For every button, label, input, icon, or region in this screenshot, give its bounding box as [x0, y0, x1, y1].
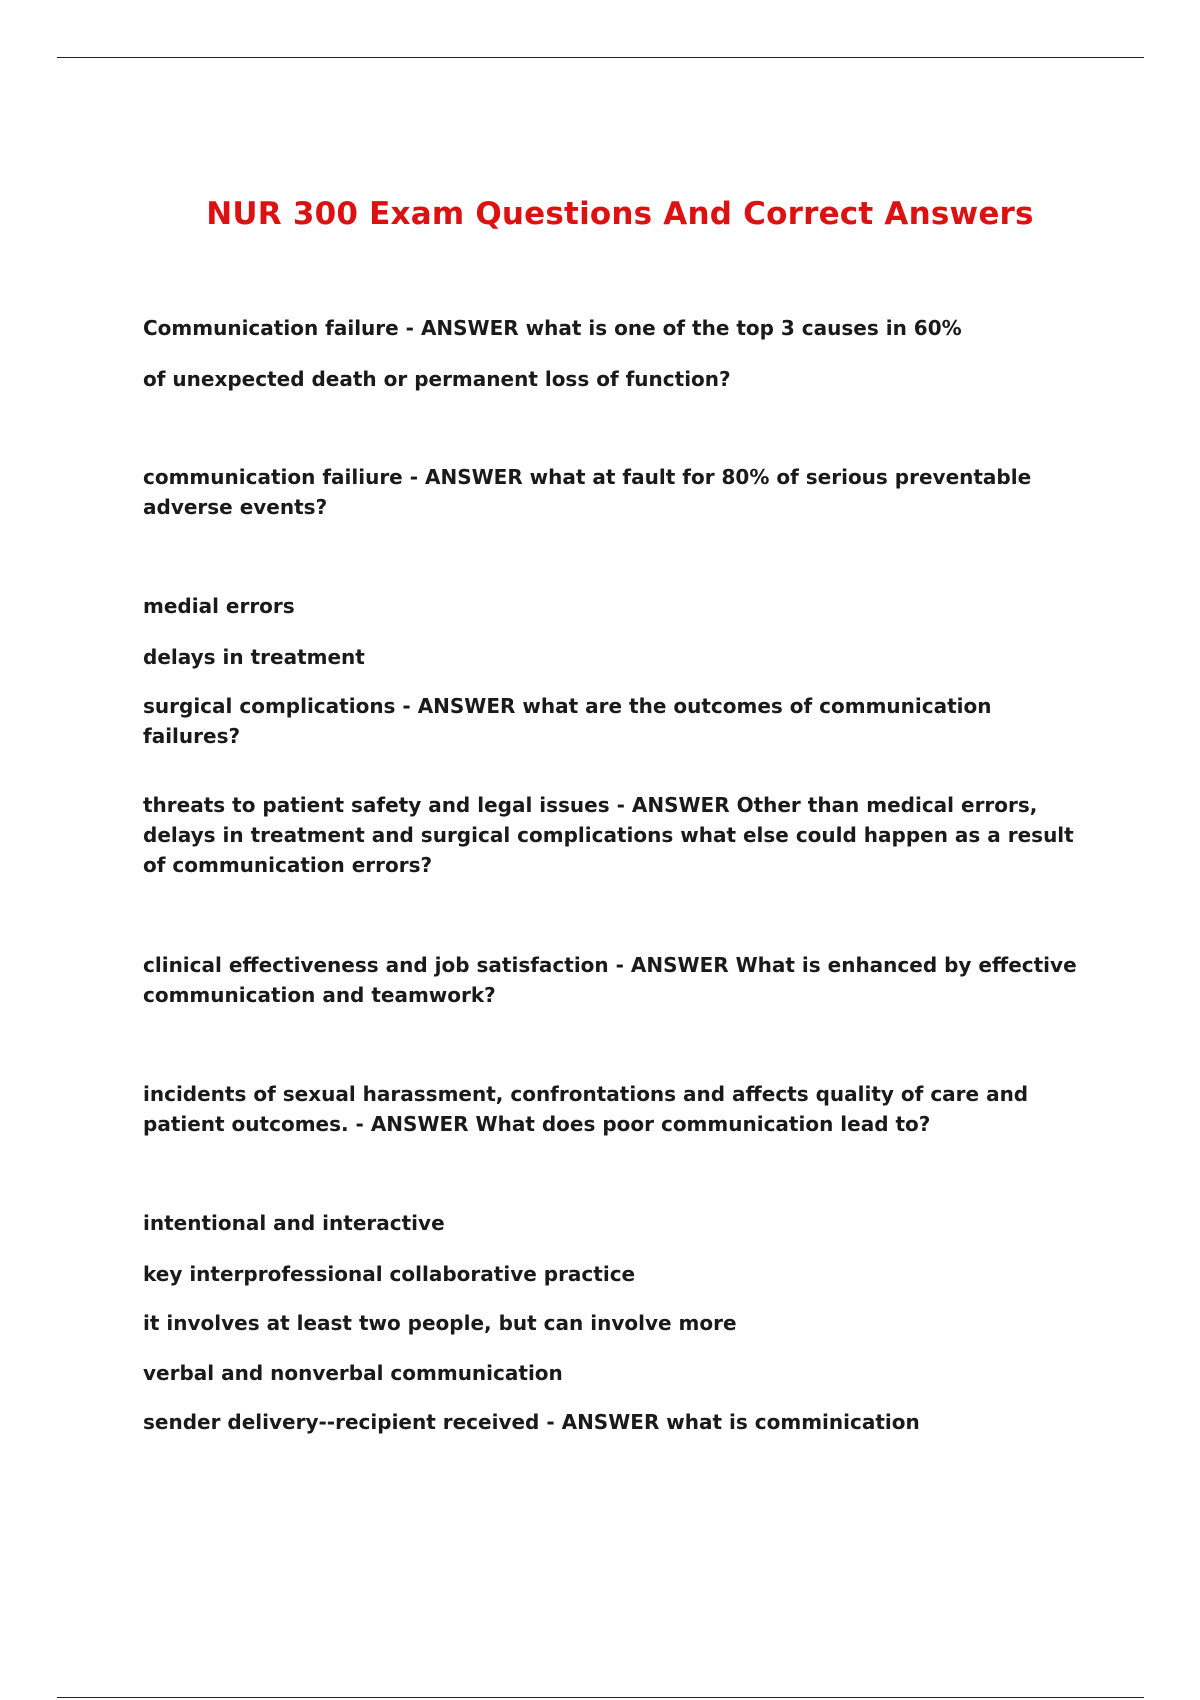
qa-line-11: key interprofessional collaborative practice: [143, 1262, 636, 1286]
qa-line-8: clinical effectiveness and job satisfaction - ANSWER What is enhanced by effective communication and teamwork?: [143, 953, 1077, 1007]
qa-line-12: it involves at least two people, but can involve more: [143, 1311, 737, 1335]
bottom-rule: [57, 1697, 1144, 1698]
top-rule: [57, 57, 1144, 58]
qa-line-2: of unexpected death or permanent loss of function?: [143, 367, 731, 391]
qa-line-7: threats to patient safety and legal issues - ANSWER Other than medical errors, delays in treatment and surgical complications what else could happen as a result of communication errors?: [143, 793, 1074, 877]
qa-line-1: Communication failure - ANSWER what is one of the top 3 causes in 60%: [143, 316, 962, 340]
qa-line-5: delays in treatment: [143, 645, 365, 669]
document-title: NUR 300 Exam Questions And Correct Answers: [206, 196, 1034, 232]
qa-line-4: medial errors: [143, 594, 295, 618]
qa-line-3: communication failiure - ANSWER what at fault for 80% of serious preventable adverse events?: [143, 465, 1032, 519]
qa-line-9: incidents of sexual harassment, confrontations and affects quality of care and patient outcomes. - ANSWER What does poor communication lead to?: [143, 1082, 1029, 1136]
qa-line-10: intentional and interactive: [143, 1211, 445, 1235]
qa-line-6: surgical complications - ANSWER what are the outcomes of communication failures?: [143, 694, 992, 748]
qa-line-14: sender delivery--recipient received - ANSWER what is comminication: [143, 1410, 920, 1434]
qa-line-13: verbal and nonverbal communication: [143, 1361, 563, 1385]
